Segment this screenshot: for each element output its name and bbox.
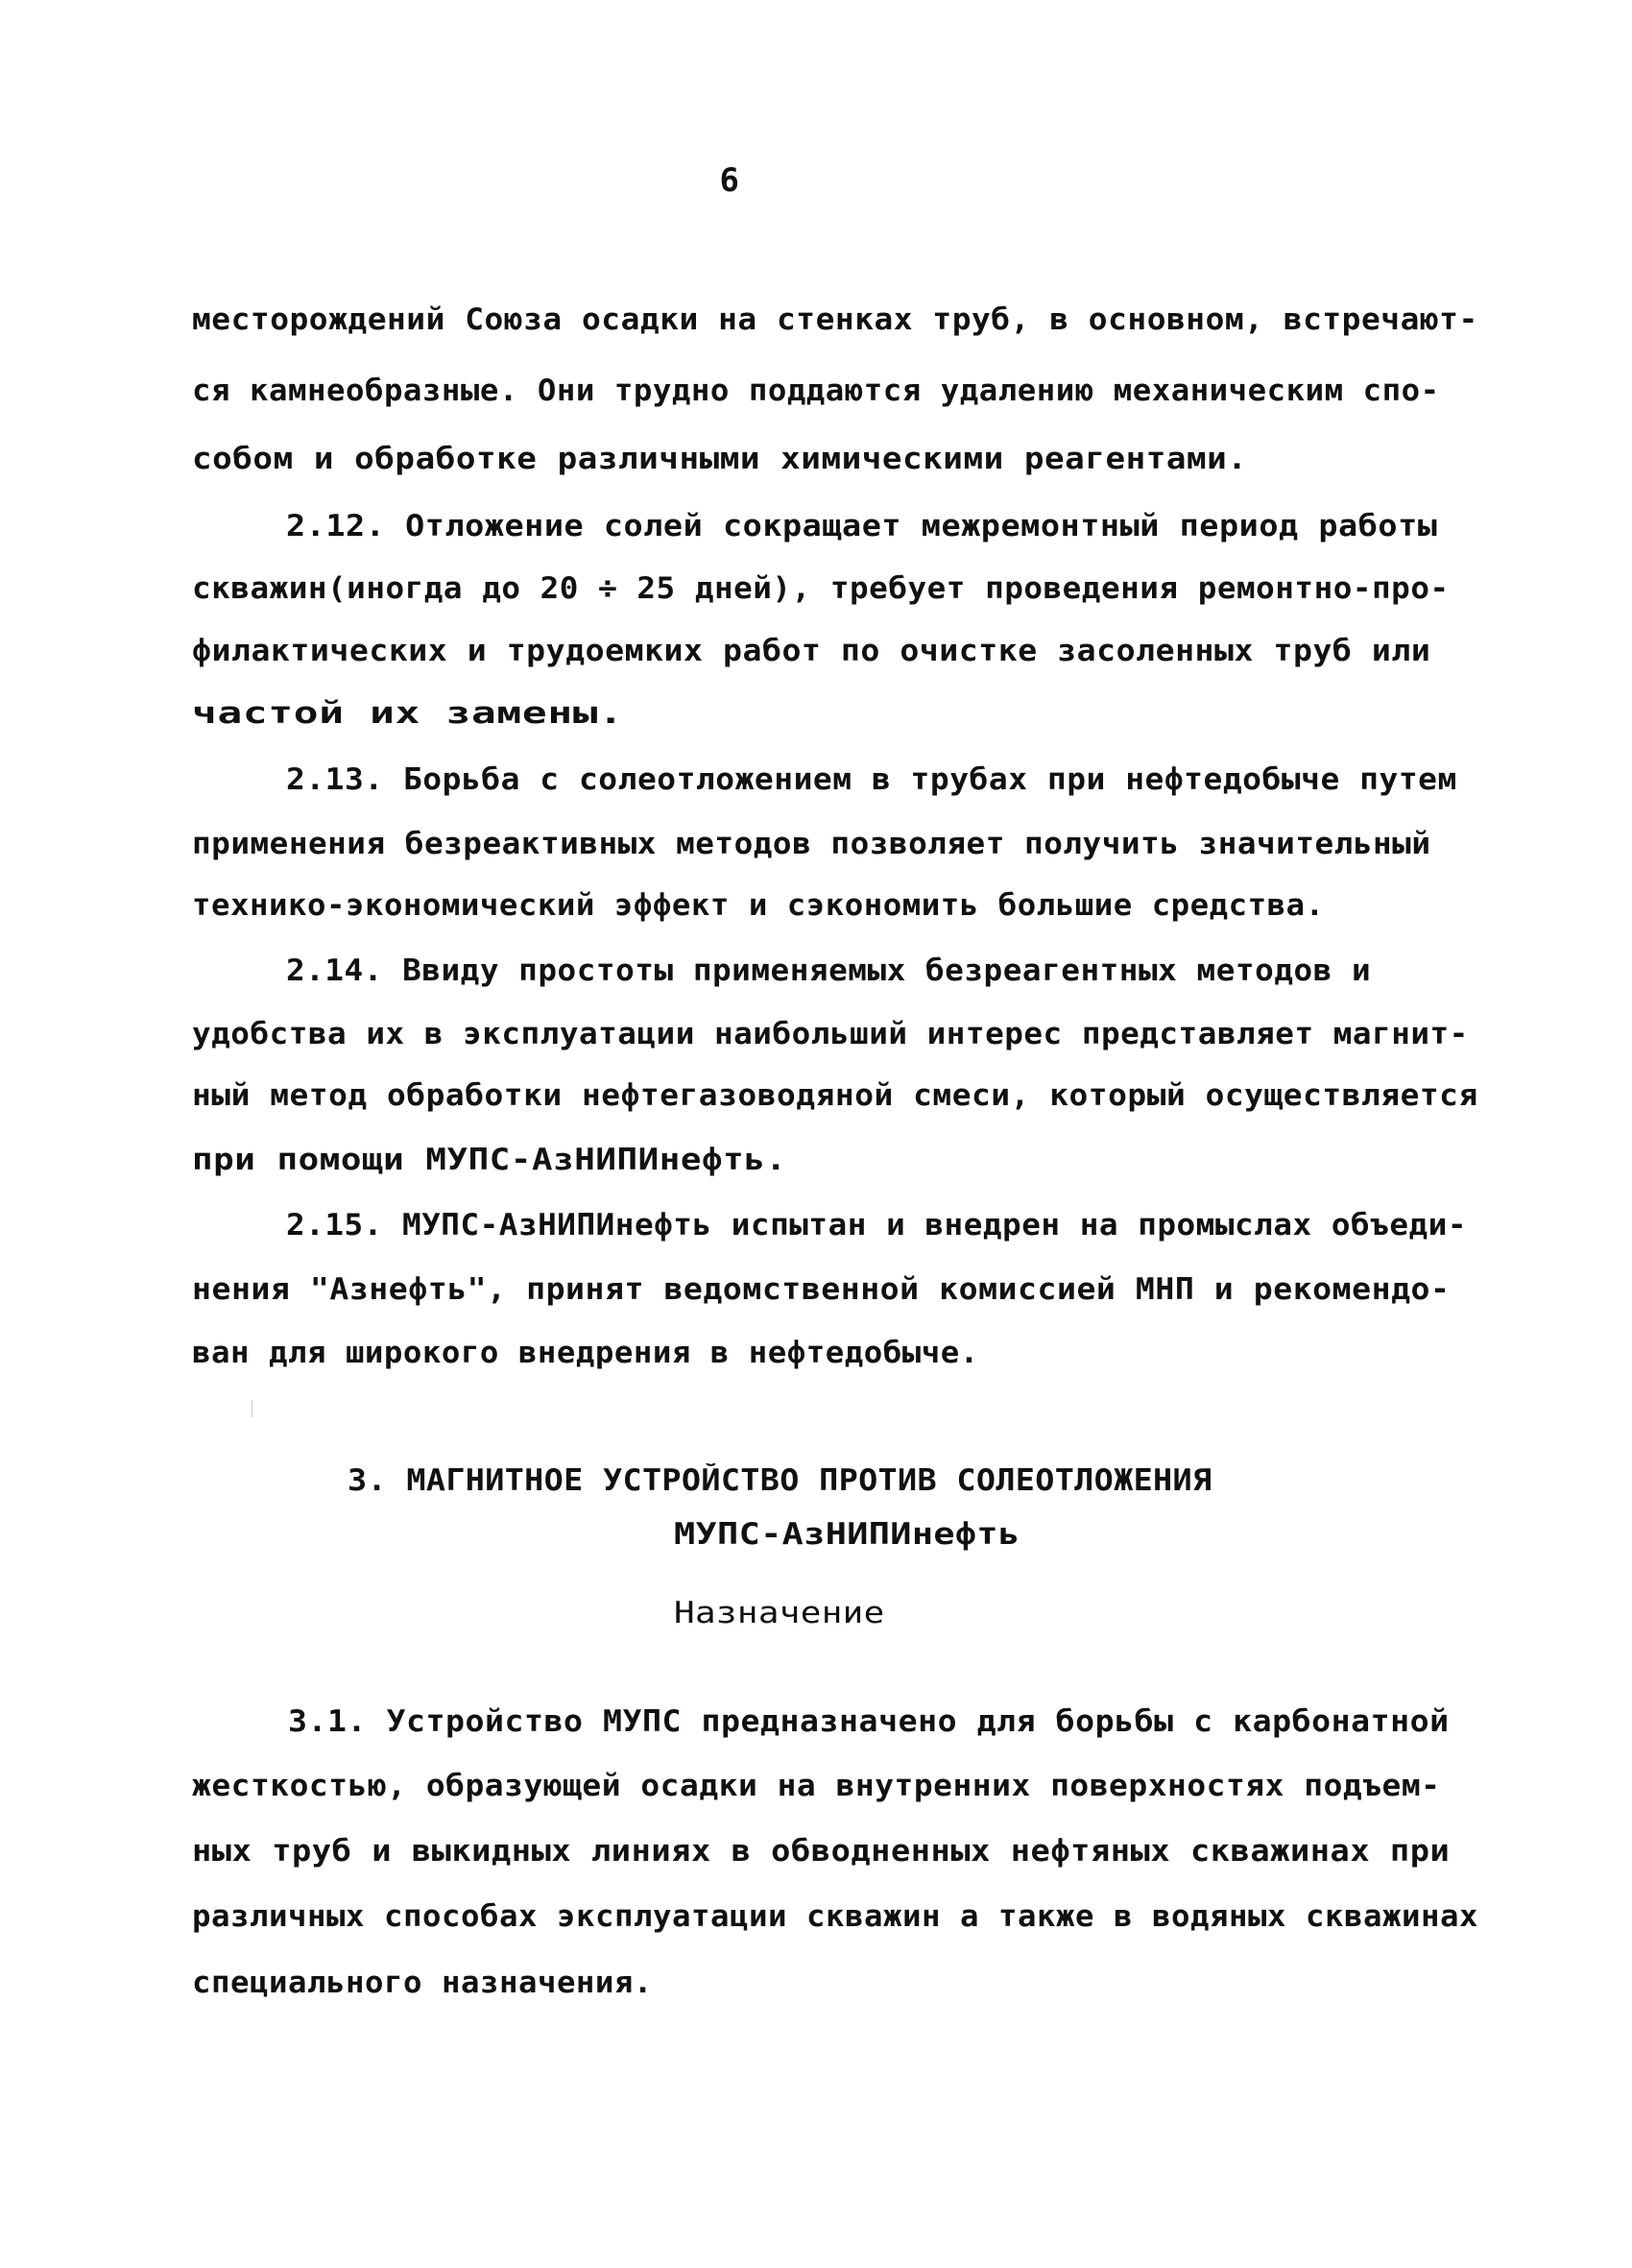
text-line: собом и обработке различными химическими реагентами. [192,442,1248,476]
page-number: 6 [719,161,740,200]
text-line: специального назначения. [192,1966,653,2000]
text-line: нения "Азнефть", принят ведомственной комиссией МНП и рекомендо- [192,1272,1451,1307]
text-line: различных способах эксплуатации скважин а также в водяных скважинах [192,1899,1478,1934]
text-line: ся камнеобразные. Они трудно поддаются удалению механическим спо- [192,374,1440,408]
text-line: 2.13. Борьба с солеотложением в трубах при нефтедобыче путем [286,762,1457,797]
section-title: 3. МАГНИТНОЕ УСТРОЙСТВО ПРОТИВ СОЛЕОТЛОЖЕНИЯ [348,1463,1212,1498]
text-line: 2.14. Ввиду простоты применяемых безреагентных методов и [286,953,1372,988]
text-line: при помощи МУПС-АзНИПИнефть. [192,1143,787,1177]
section-subheading: Назначение [674,1596,885,1630]
text-line: 2.15. МУПС-АзНИПИнефть испытан и внедрен на промыслах объеди- [286,1208,1467,1243]
text-line: жесткостью, образующей осадки на внутренних поверхностях подъем- [192,1769,1441,1803]
text-line: скважин(иногда до 20 ÷ 25 дней), требует проведения ремонтно-про- [192,571,1450,606]
text-line: 3.1. Устройство МУПС предназначено для борьбы с карбонатной [288,1704,1450,1739]
text-line: технико-экономический эффект и сэкономить большие средства. [192,888,1325,923]
text-line: ных труб и выкидных линиях в обводненных нефтяных скважинах при [192,1834,1451,1869]
text-line: удобства их в эксплуатации наибольший интерес представляет магнит- [192,1017,1469,1051]
text-line: филактических и трудоемких работ по очистке засоленных труб или [192,634,1431,668]
text-line: частой их замены. [192,696,624,731]
text-line: 2.12. Отложение солей сокращает межремонтный период работы [286,509,1438,543]
section-title-line2: МУПС-АзНИПИнефть [674,1517,1020,1552]
text-line: применения безреактивных методов позволяет получить значительный [192,827,1431,861]
text-line: месторождений Союза осадки на стенках труб, в основном, встречают- [192,302,1478,337]
text-line: ван для широкого внедрения в нефтедобыче. [192,1336,979,1370]
text-line: ный метод обработки нефтегазоводяной смеси, который осуществляется [192,1078,1478,1113]
